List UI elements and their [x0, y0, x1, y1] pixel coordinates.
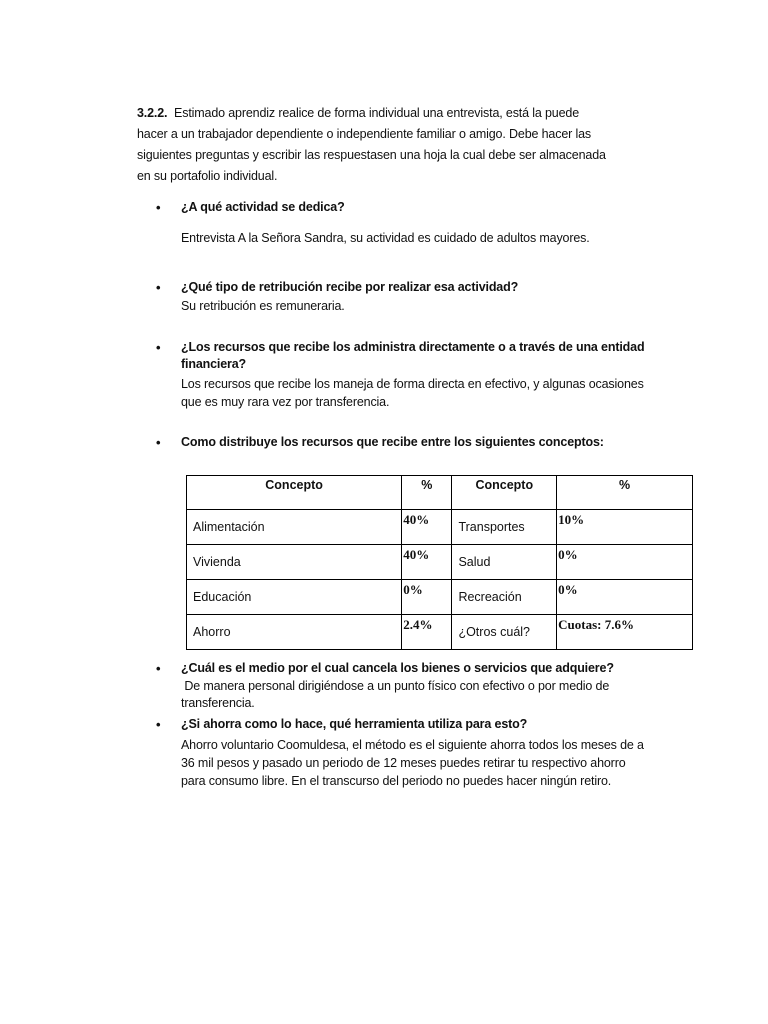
answer-1 — [181, 229, 681, 247]
answer-line: que es muy rara vez por transferencia. — [181, 395, 390, 409]
header-concepto: Concepto — [187, 476, 402, 510]
intro-paragraph — [137, 103, 637, 187]
intro-line: en su portafolio individual. — [137, 169, 278, 183]
question-3 — [181, 339, 681, 373]
answer-line: Entrevista A la Señora Sandra, su actividad es cuidado de adultos mayores. — [181, 231, 590, 245]
bullet-icon: • — [156, 340, 161, 355]
section-number: 3.2.2. — [137, 106, 168, 120]
table-row — [187, 510, 693, 545]
concept-cell: Vivienda — [187, 545, 402, 580]
percent-cell: 40% — [402, 545, 452, 580]
question-line: ¿Los recursos que recibe los administra directamente o a través de una entidad — [181, 340, 645, 354]
table-row — [187, 615, 693, 650]
question-1 — [181, 199, 681, 216]
percent-cell: 10% — [557, 510, 693, 545]
header-percent: % — [402, 476, 452, 510]
header-concepto: Concepto — [452, 476, 557, 510]
answer-line: Los recursos que recibe los maneja de forma directa en efectivo, y algunas ocasiones — [181, 377, 644, 391]
question-2 — [181, 279, 681, 296]
answer-5 — [181, 678, 681, 712]
percent-cell: 0% — [557, 580, 693, 615]
question-line: Como distribuye los recursos que recibe entre los siguientes conceptos: — [181, 435, 604, 449]
bullet-icon: • — [156, 661, 161, 676]
intro-line — [137, 103, 637, 124]
question-line: financiera? — [181, 357, 247, 371]
bullet-icon: • — [156, 717, 161, 732]
answer-3 — [181, 375, 681, 411]
question-line: ¿Cuál es el medio por el cual cancela los bienes o servicios que adquiere? — [181, 661, 614, 675]
percent-cell: 0% — [557, 545, 693, 580]
distribution-table — [186, 475, 693, 650]
concept-cell: Alimentación — [187, 510, 402, 545]
bullet-icon: • — [156, 200, 161, 215]
header-percent: % — [557, 476, 693, 510]
answer-2 — [181, 297, 681, 315]
table-row — [187, 580, 693, 615]
answer-line: Ahorro voluntario Coomuldesa, el método es el siguiente ahorra todos los meses de a — [181, 738, 644, 752]
percent-cell: 2.4% — [402, 615, 452, 650]
question-line: ¿Si ahorra como lo hace, qué herramienta utiliza para esto? — [181, 717, 528, 731]
concept-cell: Transportes — [452, 510, 557, 545]
concept-cell: Salud — [452, 545, 557, 580]
concept-cell: ¿Otros cuál? — [452, 615, 557, 650]
answer-line: Su retribución es remuneraria. — [181, 299, 345, 313]
concept-cell: Ahorro — [187, 615, 402, 650]
answer-line: De manera personal dirigiéndose a un punto físico con efectivo o por medio de — [181, 679, 610, 693]
question-5 — [181, 660, 681, 677]
question-4 — [181, 434, 681, 451]
intro-line-text: Estimado aprendiz realice de forma individual una entrevista, está la puede — [174, 106, 579, 120]
concept-cell: Recreación — [452, 580, 557, 615]
concept-cell: Educación — [187, 580, 402, 615]
question-line: ¿A qué actividad se dedica? — [181, 200, 345, 214]
question-line: ¿Qué tipo de retribución recibe por realizar esa actividad? — [181, 280, 519, 294]
intro-line: siguientes preguntas y escribir las respuestasen una hoja la cual debe ser almacenada — [137, 148, 606, 162]
table-header-row — [187, 476, 693, 510]
answer-line: transferencia. — [181, 696, 255, 710]
answer-6 — [181, 736, 681, 790]
bullet-icon: • — [156, 435, 161, 450]
percent-cell: 0% — [402, 580, 452, 615]
answer-line: para consumo libre. En el transcurso del periodo no puedes hacer ningún retiro. — [181, 774, 612, 788]
intro-line: hacer a un trabajador dependiente o independiente familiar o amigo. Debe hacer las — [137, 127, 591, 141]
bullet-icon: • — [156, 280, 161, 295]
percent-cell: 40% — [402, 510, 452, 545]
percent-cell: Cuotas: 7.6% — [557, 615, 693, 650]
table-row — [187, 545, 693, 580]
question-6 — [181, 716, 681, 733]
answer-line: 36 mil pesos y pasado un periodo de 12 meses puedes retirar tu respectivo ahorro — [181, 756, 626, 770]
